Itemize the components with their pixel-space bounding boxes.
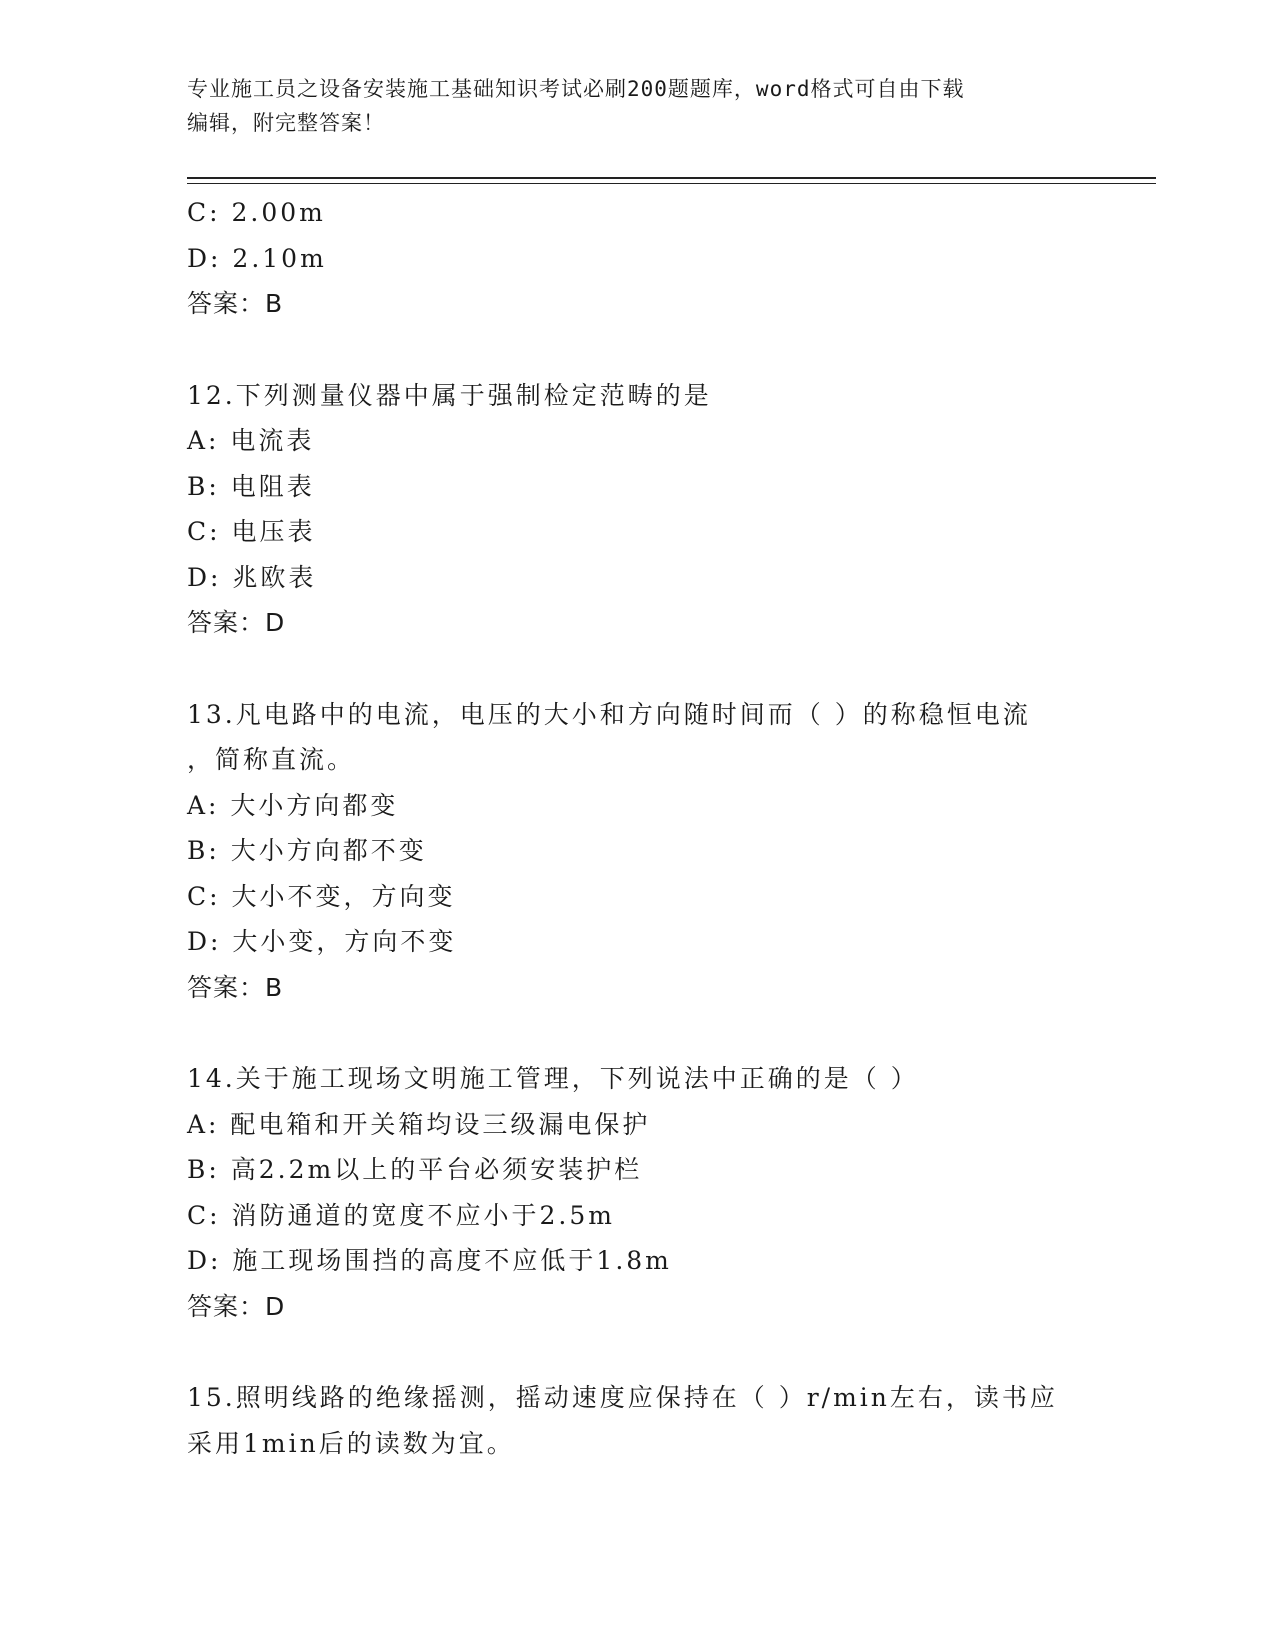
header-line-2: 编辑，附完整答案！ <box>187 111 385 135</box>
option-a: A: 大小方向都变 <box>187 790 399 820</box>
question-15 <box>187 1375 1087 1466</box>
question-stem: 13.凡电路中的电流，电压的大小和方向随时间而（ ）的称稳恒电流 <box>187 699 1031 729</box>
option-c: C: 2.00m <box>187 198 326 227</box>
header-divider-thick <box>187 177 1156 179</box>
question-13 <box>187 692 1087 1011</box>
question-stem-cont: ，简称直流。 <box>187 745 356 774</box>
question-12 <box>187 373 1087 646</box>
question-11-tail <box>187 190 1087 327</box>
option-c: C: 大小不变，方向变 <box>187 881 456 911</box>
option-a: A: 电流表 <box>187 426 315 455</box>
option-d: D: 2.10m <box>187 243 327 273</box>
header-divider-thin <box>187 183 1156 184</box>
option-c: C: 消防通道的宽度不应小于2.5m <box>187 1200 615 1230</box>
document-header <box>187 72 1087 140</box>
option-a: A: 配电箱和开关箱均设三级漏电保护 <box>187 1109 651 1139</box>
answer: 答案：D <box>187 608 286 637</box>
question-stem: 15.照明线路的绝缘摇测，摇动速度应保持在（ ）r/min左右，读书应 <box>187 1383 1058 1412</box>
answer: 答案：D <box>187 1291 286 1321</box>
answer: 答案：B <box>187 972 284 1002</box>
option-d: D: 兆欧表 <box>187 562 317 592</box>
option-c: C: 电压表 <box>187 517 316 546</box>
question-14 <box>187 1056 1087 1329</box>
header-line-1: 专业施工员之设备安装施工基础知识考试必刷200题题库，word格式可自由下载 <box>187 77 965 101</box>
option-d: D: 施工现场围挡的高度不应低于1.8m <box>187 1246 672 1275</box>
option-b: B: 高2.2m以上的平台必须安装护栏 <box>187 1155 643 1184</box>
question-stem: 12.下列测量仪器中属于强制检定范畴的是 <box>187 380 712 410</box>
option-b: B: 电阻表 <box>187 471 315 501</box>
option-b: B: 大小方向都不变 <box>187 836 427 865</box>
question-list <box>187 190 1087 1466</box>
question-stem-cont: 采用1min后的读数为宜。 <box>187 1428 515 1458</box>
question-stem: 14.关于施工现场文明施工管理，下列说法中正确的是（ ） <box>187 1064 919 1093</box>
answer: 答案：B <box>187 289 284 318</box>
option-d: D: 大小变，方向不变 <box>187 927 457 956</box>
